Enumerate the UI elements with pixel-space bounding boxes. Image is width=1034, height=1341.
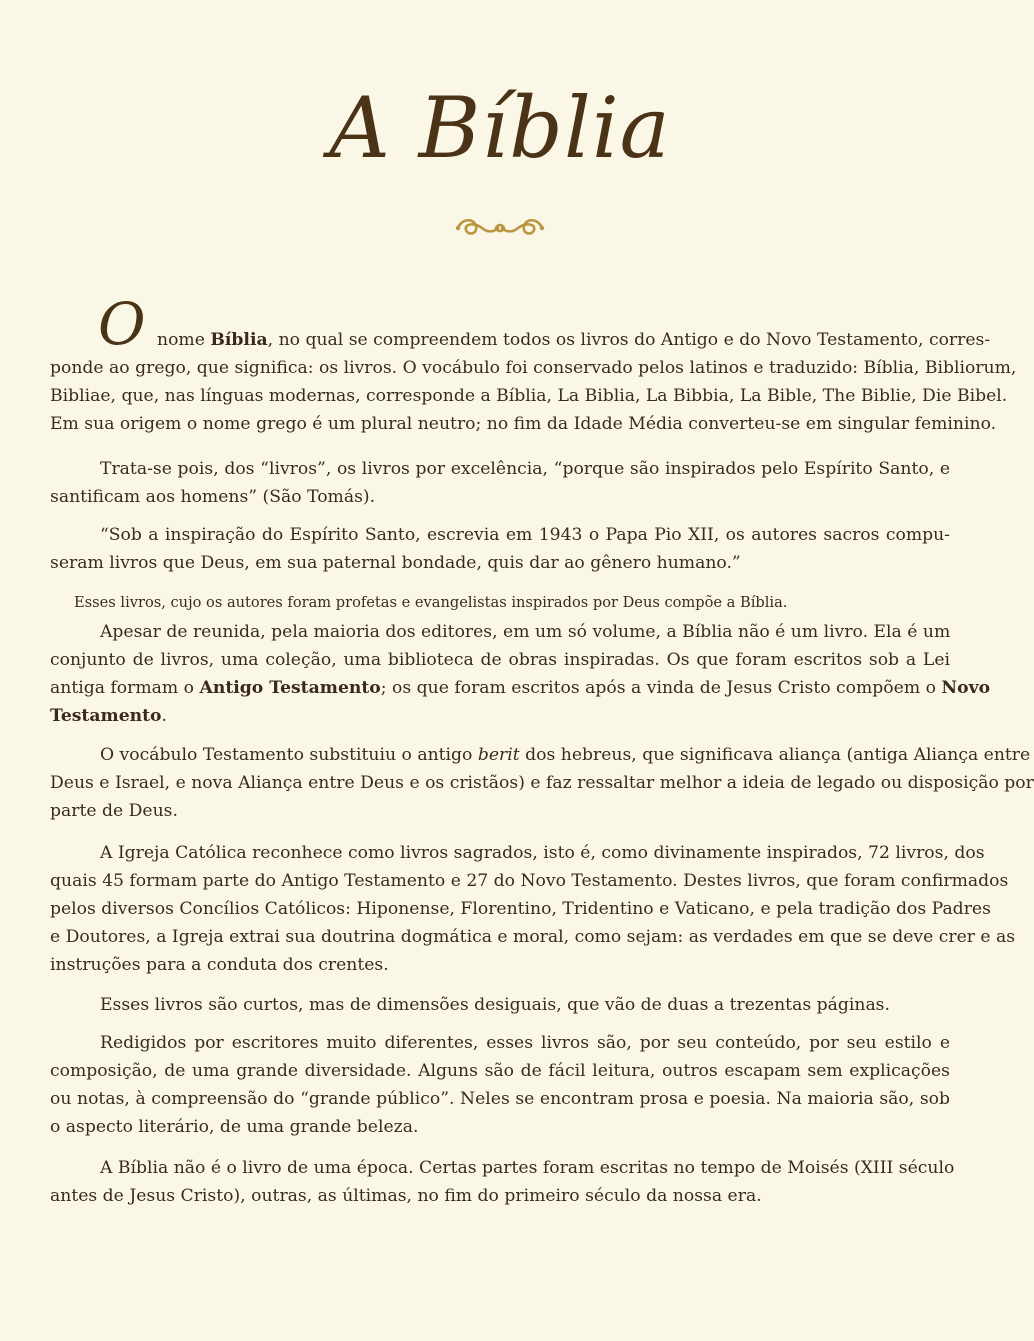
paragraph-line: A Bíblia não é o livro de uma época. Certas partes foram escritas no tempo de Moisés (XIII século [100, 1158, 955, 1178]
paragraph-line: Trata-se pois, dos “livros”, os livros por excelência, “porque são inspirados pelo Espírito Santo, e [100, 459, 950, 479]
paragraph-line: ponde ao grego, que significa: os livros. O vocábulo foi conservado pelos latinos e traduzido: Bíblia, Bibliorum, [50, 358, 1017, 378]
drop-cap: O [98, 290, 146, 358]
paragraph-line: A Igreja Católica reconhece como livros sagrados, isto é, como divinamente inspirados, 72 livros, dos [100, 843, 985, 863]
paragraph-line: ou notas, à compreensão do “grande público”. Neles se encontram prosa e poesia. Na maioria são, sob [50, 1089, 950, 1109]
paragraph-line: conjunto de livros, uma coleção, uma biblioteca de obras inspiradas. Os que foram escritos sob a Lei [50, 650, 950, 670]
page-title: A Bíblia [329, 79, 671, 177]
paragraph-line: “Sob a inspiração do Espírito Santo, escrevia em 1943 o Papa Pio XII, os autores sacros compu- [100, 525, 950, 545]
paragraph-line: Apesar de reunida, pela maioria dos editores, em um só volume, a Bíblia não é um livro. Ela é um [100, 622, 951, 642]
paragraph-8 [50, 991, 950, 1019]
paragraph-4 [74, 590, 954, 616]
paragraph-line: Testamento. [50, 706, 167, 726]
paragraph-line: O vocábulo Testamento substituiu o antigo berit dos hebreus, que significava aliança (antiga Aliança entre [100, 745, 1031, 765]
paragraph-6 [50, 741, 1034, 825]
paragraph-line: antiga formam o Antigo Testamento; os que foram escritos após a vinda de Jesus Cristo compõem o Novo [50, 678, 991, 698]
paragraph-line: composição, de uma grande diversidade. Alguns são de fácil leitura, outros escapam sem explicações [50, 1061, 950, 1081]
paragraph-line: quais 45 formam parte do Antigo Testamento e 27 do Novo Testamento. Destes livros, que foram confirmados [50, 871, 1009, 891]
paragraph-line: seram livros que Deus, em sua paternal bondade, quis dar ao gênero humano.” [50, 553, 741, 573]
paragraph-line: instruções para a conduta dos crentes. [50, 955, 389, 975]
paragraph-3 [50, 521, 950, 577]
paragraph-5 [50, 618, 991, 730]
paragraph-line: Esses livros são curtos, mas de dimensões desiguais, que vão de duas a trezentas páginas. [100, 995, 890, 1015]
paragraph-10 [50, 1154, 955, 1210]
paragraph-line: o aspecto literário, de uma grande beleza. [50, 1117, 419, 1137]
paragraph-line: e Doutores, a Igreja extrai sua doutrina dogmática e moral, como sejam: as verdades em que se deve crer e as [50, 927, 1016, 947]
paragraph-1 [50, 326, 1017, 438]
paragraph-line: santificam aos homens” (São Tomás). [50, 487, 376, 507]
paragraph-line: nome Bíblia, no qual se compreendem todos os livros do Antigo e do Novo Testamento, corres- [157, 330, 991, 350]
floral-ornament-icon [452, 212, 548, 244]
paragraph-line: pelos diversos Concílios Católicos: Hiponense, Florentino, Tridentino e Vaticano, e pela tradição dos Padres [50, 899, 991, 919]
paragraph-line: Redigidos por escritores muito diferentes, esses livros são, por seu conteúdo, por seu estilo e [100, 1033, 950, 1053]
paragraph-9 [50, 1029, 950, 1141]
paragraph-line: Em sua origem o nome grego é um plural neutro; no fim da Idade Média converteu-se em singular feminino. [50, 414, 997, 434]
paragraph-line: Deus e Israel, e nova Aliança entre Deus e os cristãos) e faz ressaltar melhor a ideia de legado ou disposição por [50, 773, 1034, 793]
paragraph-2 [50, 455, 950, 511]
paragraph-line: Esses livros, cujo os autores foram profetas e evangelistas inspirados por Deus compõe a Bíblia. [74, 594, 788, 611]
paragraph-line: parte de Deus. [50, 801, 178, 821]
paragraph-line: Bibliae, que, nas línguas modernas, corresponde a Bíblia, La Biblia, La Bibbia, La Bible, The Biblie, Die Bibel. [50, 386, 1008, 406]
paragraph-7 [50, 839, 1016, 979]
paragraph-line: antes de Jesus Cristo), outras, as últimas, no fim do primeiro século da nossa era. [50, 1186, 762, 1206]
